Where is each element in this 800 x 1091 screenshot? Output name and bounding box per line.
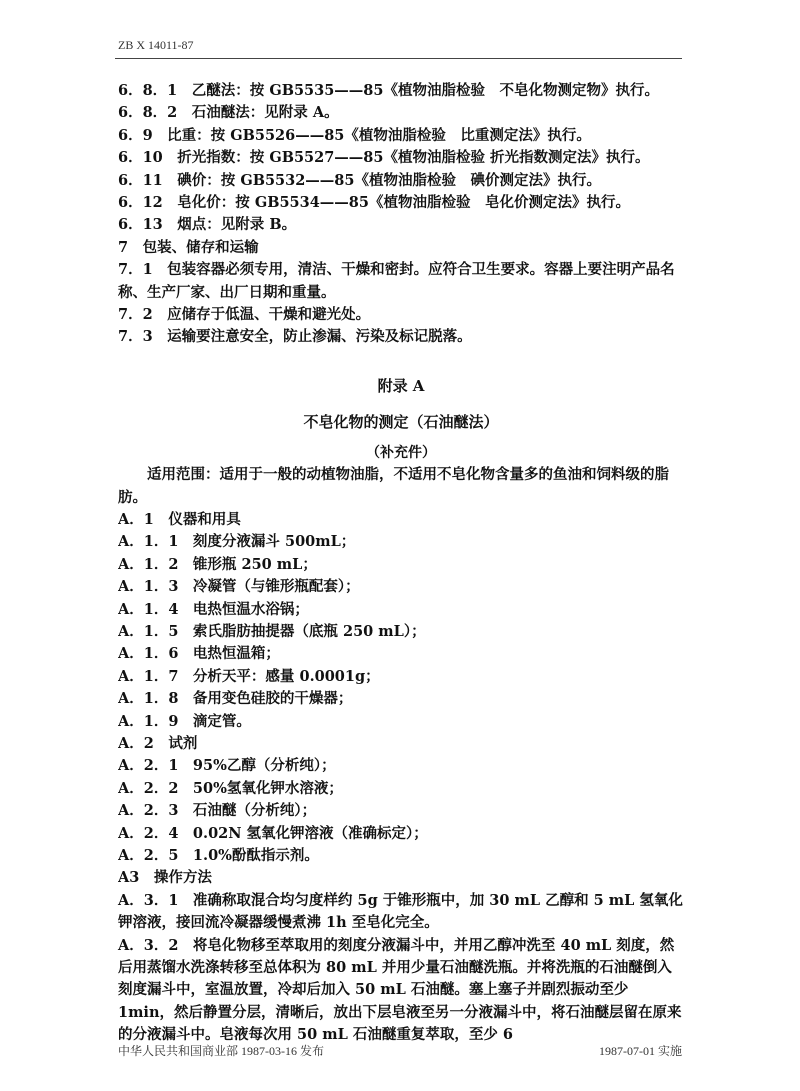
clause-line: A．1．2 锥形瓶 250 mL； <box>118 555 317 573</box>
clause-line: A．2．4 0.02N 氢氧化钾溶液（准确标定）； <box>118 824 428 842</box>
clause-line: 6．8．2 石油醚法：见附录 A。 <box>118 104 339 122</box>
clause-line: A．1 仪器和用具 <box>118 510 241 528</box>
clause-line: 6．9 比重：按 GB5526——85《植物油脂检验 比重测定法》执行。 <box>118 126 591 144</box>
clause-line: A．1．7 分析天平：感量 0.0001g； <box>118 667 380 685</box>
appendix-title: 附录 A <box>377 376 425 395</box>
effective-date-footer: 1987-07-01 实施 <box>599 1044 682 1058</box>
clause-line: A．1．4 电热恒温水浴锅； <box>118 600 309 618</box>
clause-line: A．2．3 石油醚（分析纯）； <box>118 802 317 820</box>
clause-line: A．2．5 1.0%酚酞指示剂。 <box>118 847 319 864</box>
clause-line: A．2．2 50%氢氧化钾水溶液； <box>118 779 343 797</box>
scope-paragraph: 适用范围：适用于一般的动植物油脂，不适用不皂化物含量多的鱼油和饲料级的脂肪。 <box>118 466 669 506</box>
clause-line: A．1．8 备用变色硅胶的干燥器； <box>118 690 353 708</box>
clause-line: A．2．1 95%乙醇（分析纯）； <box>118 757 336 775</box>
clause-line: 7．2 应储存于低温、干燥和避光处。 <box>118 306 371 324</box>
issue-date-footer: 中华人民共和国商业部 1987-03-16 发布 <box>118 1044 324 1058</box>
clause-line: 7．3 运输要注意安全，防止渗漏、污染及标记脱落。 <box>118 328 472 346</box>
clause-line: 6．11 碘价：按 GB5532——85《植物油脂检验 碘价测定法》执行。 <box>118 171 601 189</box>
clause-line: A．1．3 冷凝管（与锥形瓶配套）； <box>118 578 360 596</box>
clause-line: 6．8．1 乙醚法：按 GB5535——85《植物油脂检验 不皂化物测定物》执行。 <box>118 82 659 99</box>
clause-line: A．1．9 滴定管。 <box>118 712 251 730</box>
appendix-note: （补充件） <box>366 444 436 461</box>
clause-line: A．1．6 电热恒温箱； <box>118 645 280 663</box>
section-heading: A．2 试剂 <box>118 734 198 752</box>
clause-line: 6．12 皂化价：按 GB5534——85《植物油脂检验 皂化价测定法》执行。 <box>118 194 630 212</box>
document-body <box>118 80 684 1047</box>
section-heading: A3 操作方法 <box>118 869 212 887</box>
procedure-paragraph: A．3．2 将皂化物移至萃取用的刻度分液漏斗中，并用乙醇冲洗至 40 mL 刻度，然后用蒸馏水洗涤转移至总体积为 80 mL 并用少量石油醚洗瓶。并将洗瓶的石油醚倒入刻度漏斗中，室温放置，冷却后加入 50 mL 石油醚。塞上塞子并剧烈振动至少 1min，然后静置分层，清晰后，放出下层皂液至另一分液漏斗中，将石油醚层留在原来的分液漏斗中。皂液每次用 50 mL 石油醚重复萃取，至少 6 <box>118 936 682 1044</box>
clause-line: 6．10 折光指数：按 GB5527——85《植物油脂检验 折光指数测定法》执行。 <box>118 149 650 167</box>
section-heading: 7 包装、储存和运输 <box>118 238 259 256</box>
standard-code-header: ZB X 14011-87 <box>118 38 194 52</box>
procedure-paragraph: A．3．1 准确称取混合均匀度样约 5g 于锥形瓶中，加 30 mL 乙醇和 5 mL 氢氧化钾溶液，接回流冷凝器缓慢煮沸 1h 至皂化完全。 <box>118 891 683 932</box>
clause-line: A．1．5 索氏脂肪抽提器（底瓶 250 mL）； <box>118 622 426 640</box>
clause-paragraph: 7．1 包装容器必须专用，清洁、干燥和密封。应符合卫生要求。容器上要注明产品名称、生产厂家、出厂日期和重量。 <box>118 261 675 301</box>
appendix-subtitle: 不皂化物的测定（石油醚法） <box>303 413 499 432</box>
header-divider <box>115 58 682 59</box>
clause-line: A．1．1 刻度分液漏斗 500mL； <box>118 533 356 551</box>
clause-line: 6．13 烟点：见附录 B。 <box>118 216 297 234</box>
